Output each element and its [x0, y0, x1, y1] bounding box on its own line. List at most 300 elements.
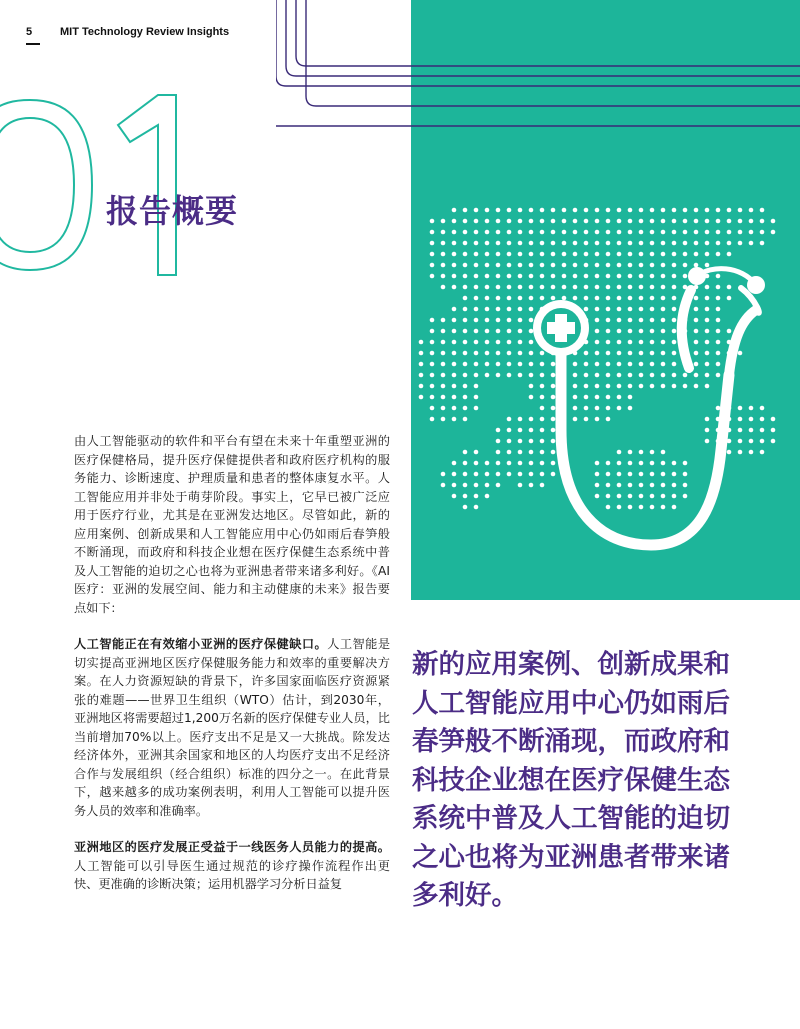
map-dot [463, 307, 468, 312]
map-dot [617, 406, 622, 411]
map-dot [639, 373, 644, 378]
map-dot [441, 285, 446, 290]
medical-cross-icon [533, 300, 589, 356]
map-dot [551, 230, 556, 235]
map-dot [749, 230, 754, 235]
map-dot [617, 241, 622, 246]
map-dot [551, 285, 556, 290]
section-title: 报告概要 [106, 192, 239, 230]
map-dot [738, 230, 743, 235]
map-dot [639, 494, 644, 499]
map-dot [485, 494, 490, 499]
map-dot [683, 274, 688, 279]
map-dot [595, 307, 600, 312]
map-dot [573, 274, 578, 279]
map-dot [672, 373, 677, 378]
map-dot [606, 329, 611, 334]
map-dot [683, 483, 688, 488]
map-dot [430, 406, 435, 411]
map-dot [430, 230, 435, 235]
map-dot [463, 285, 468, 290]
map-dot [705, 252, 710, 257]
map-dot [430, 384, 435, 389]
map-dot [507, 208, 512, 213]
map-dot [452, 406, 457, 411]
map-dot [595, 241, 600, 246]
map-dot [749, 450, 754, 455]
map-dot [441, 329, 446, 334]
map-dot [661, 472, 666, 477]
map-dot [617, 340, 622, 345]
map-dot [485, 373, 490, 378]
map-dot [584, 351, 589, 356]
map-dot [463, 417, 468, 422]
map-dot [463, 351, 468, 356]
map-dot [606, 362, 611, 367]
map-dot [606, 494, 611, 499]
map-dot [650, 219, 655, 224]
map-dot [518, 241, 523, 246]
map-dot [661, 318, 666, 323]
map-dot [595, 395, 600, 400]
map-dot [474, 373, 479, 378]
map-dot [463, 384, 468, 389]
map-dot [606, 384, 611, 389]
map-dot [540, 241, 545, 246]
map-dot [518, 439, 523, 444]
map-dot [628, 208, 633, 213]
map-dot [606, 219, 611, 224]
map-dot [452, 274, 457, 279]
map-dot [639, 318, 644, 323]
map-dot [584, 362, 589, 367]
map-dot [507, 461, 512, 466]
map-dot [540, 230, 545, 235]
map-dot [661, 307, 666, 312]
map-dot [705, 362, 710, 367]
map-dot [507, 439, 512, 444]
map-dot [650, 384, 655, 389]
map-dot [573, 384, 578, 389]
map-dot [452, 351, 457, 356]
map-dot [518, 472, 523, 477]
map-dot [760, 219, 765, 224]
map-dot [716, 329, 721, 334]
map-dot [705, 318, 710, 323]
map-dot [518, 285, 523, 290]
map-dot [628, 263, 633, 268]
map-dot [507, 274, 512, 279]
map-dot [639, 340, 644, 345]
map-dot [760, 406, 765, 411]
map-dot [518, 329, 523, 334]
map-dot [452, 285, 457, 290]
map-dot [606, 417, 611, 422]
map-dot [694, 329, 699, 334]
map-dot [650, 208, 655, 213]
map-dot [496, 329, 501, 334]
map-dot [507, 219, 512, 224]
map-dot [639, 241, 644, 246]
map-dot [617, 351, 622, 356]
map-dot [452, 461, 457, 466]
map-dot [474, 263, 479, 268]
map-dot [485, 241, 490, 246]
map-dot [606, 274, 611, 279]
map-dot [628, 340, 633, 345]
map-dot [661, 252, 666, 257]
map-dot [518, 461, 523, 466]
map-dot [672, 505, 677, 510]
map-dot [452, 395, 457, 400]
map-dot [463, 252, 468, 257]
pull-quote: 新的应用案例、创新成果和人工智能应用中心仍如雨后春笋般不断涌现，而政府和科技企业想在医疗保健生态系统中普及人工智能的迫切之心也将为亚洲患者带来诸多利好。 [412, 649, 730, 911]
map-dot [650, 373, 655, 378]
map-dot [606, 406, 611, 411]
map-dot [485, 362, 490, 367]
map-dot [507, 362, 512, 367]
map-dot [540, 472, 545, 477]
map-dot [529, 461, 534, 466]
map-dot [507, 373, 512, 378]
map-dot [540, 362, 545, 367]
map-dot [694, 296, 699, 301]
map-dot [749, 406, 754, 411]
map-dot [540, 406, 545, 411]
map-dot [683, 219, 688, 224]
map-dot [738, 208, 743, 213]
map-dot [683, 252, 688, 257]
map-dot [518, 263, 523, 268]
map-dot [551, 219, 556, 224]
map-dot [463, 395, 468, 400]
map-dot [650, 252, 655, 257]
map-dot [595, 373, 600, 378]
map-dot [595, 406, 600, 411]
map-dot [584, 373, 589, 378]
map-dot [529, 230, 534, 235]
key-point-2-text: 人工智能可以引导医生通过规范的诊疗操作流程作出更快、更准确的诊断决策；运用机器学习分析日益复 [74, 858, 390, 891]
map-dot [650, 351, 655, 356]
map-dot [617, 461, 622, 466]
map-dot [529, 373, 534, 378]
map-dot [584, 417, 589, 422]
map-dot [727, 450, 732, 455]
map-dot [463, 274, 468, 279]
map-dot [672, 208, 677, 213]
map-dot [716, 318, 721, 323]
map-dot [705, 373, 710, 378]
map-dot [463, 219, 468, 224]
map-dot [628, 384, 633, 389]
map-dot [727, 296, 732, 301]
map-dot [749, 428, 754, 433]
map-dot [694, 219, 699, 224]
map-dot [716, 406, 721, 411]
map-dot [639, 362, 644, 367]
map-dot [540, 208, 545, 213]
map-dot [738, 439, 743, 444]
map-dot [452, 208, 457, 213]
map-dot [617, 318, 622, 323]
map-dot [463, 340, 468, 345]
map-dot [474, 351, 479, 356]
map-dot [628, 505, 633, 510]
map-dot [606, 263, 611, 268]
map-dot [551, 472, 556, 477]
map-dot [595, 351, 600, 356]
map-dot [518, 340, 523, 345]
map-dot [529, 274, 534, 279]
map-dot [584, 219, 589, 224]
map-dot [584, 241, 589, 246]
map-dot [760, 417, 765, 422]
map-dot [650, 505, 655, 510]
map-dot [661, 494, 666, 499]
map-dot [529, 384, 534, 389]
map-dot [694, 230, 699, 235]
map-dot [716, 219, 721, 224]
key-point-2 [74, 838, 390, 894]
map-dot [595, 263, 600, 268]
page-number: 5 [26, 26, 33, 38]
map-dot [463, 494, 468, 499]
map-dot [507, 351, 512, 356]
map-dot [672, 461, 677, 466]
map-dot [485, 230, 490, 235]
map-dot [584, 274, 589, 279]
map-dot [672, 340, 677, 345]
map-dot [551, 241, 556, 246]
map-dot [617, 285, 622, 290]
map-dot [496, 351, 501, 356]
map-dot [540, 428, 545, 433]
map-dot [606, 483, 611, 488]
map-dot [419, 351, 424, 356]
map-dot [540, 461, 545, 466]
map-dot [540, 395, 545, 400]
map-dot [628, 318, 633, 323]
map-dot [573, 208, 578, 213]
map-dot [716, 362, 721, 367]
map-dot [540, 285, 545, 290]
map-dot [617, 483, 622, 488]
map-dot [749, 241, 754, 246]
map-dot [716, 285, 721, 290]
map-dot [518, 230, 523, 235]
map-dot [606, 241, 611, 246]
map-dot [738, 450, 743, 455]
map-dot [485, 208, 490, 213]
map-dot [485, 274, 490, 279]
map-dot [496, 450, 501, 455]
map-dot [716, 373, 721, 378]
map-dot [595, 472, 600, 477]
section-number-outline [0, 70, 220, 300]
map-dot [496, 472, 501, 477]
map-dot [441, 362, 446, 367]
map-dot [529, 296, 534, 301]
map-dot [496, 241, 501, 246]
map-dot [485, 285, 490, 290]
map-dot [628, 483, 633, 488]
map-dot [639, 450, 644, 455]
map-dot [562, 230, 567, 235]
map-dot [639, 351, 644, 356]
map-dot [650, 296, 655, 301]
map-dot [441, 395, 446, 400]
map-dot [705, 241, 710, 246]
map-dot [661, 505, 666, 510]
map-dot [474, 406, 479, 411]
map-dot [760, 230, 765, 235]
map-dot [606, 307, 611, 312]
map-dot [606, 472, 611, 477]
map-dot [705, 428, 710, 433]
map-dot [628, 362, 633, 367]
map-dot [661, 208, 666, 213]
map-dot [650, 230, 655, 235]
map-dot [474, 208, 479, 213]
map-dot [518, 296, 523, 301]
map-dot [441, 340, 446, 345]
map-dot [716, 230, 721, 235]
map-dot [551, 252, 556, 257]
map-dot [441, 384, 446, 389]
map-dot [551, 395, 556, 400]
map-dot [672, 219, 677, 224]
map-dot [430, 274, 435, 279]
map-dot [463, 505, 468, 510]
map-dot [474, 340, 479, 345]
map-dot [474, 219, 479, 224]
map-dot [573, 252, 578, 257]
map-dot [639, 274, 644, 279]
map-dot [463, 483, 468, 488]
map-dot [551, 362, 556, 367]
map-dot [518, 428, 523, 433]
map-dot [496, 208, 501, 213]
map-dot [573, 285, 578, 290]
map-dot [452, 219, 457, 224]
key-point-1 [74, 635, 390, 820]
map-dot [595, 483, 600, 488]
map-dot [507, 241, 512, 246]
map-dot [474, 494, 479, 499]
map-dot [430, 318, 435, 323]
map-dot [562, 296, 567, 301]
map-dot [639, 461, 644, 466]
map-dot [562, 241, 567, 246]
map-dot [562, 285, 567, 290]
map-dot [529, 329, 534, 334]
map-dot [529, 340, 534, 345]
map-dot [452, 384, 457, 389]
map-dot [507, 428, 512, 433]
map-dot [650, 362, 655, 367]
map-dot [452, 373, 457, 378]
map-dot [474, 252, 479, 257]
map-dot [485, 461, 490, 466]
map-dot [496, 373, 501, 378]
map-dot [529, 351, 534, 356]
map-dot [639, 230, 644, 235]
map-dot [452, 340, 457, 345]
map-dot [452, 263, 457, 268]
map-dot [639, 296, 644, 301]
map-dot [584, 395, 589, 400]
map-dot [727, 285, 732, 290]
map-dot [573, 373, 578, 378]
map-dot [628, 285, 633, 290]
map-dot [628, 472, 633, 477]
map-dot [496, 285, 501, 290]
map-dot [661, 285, 666, 290]
map-dot [419, 373, 424, 378]
map-dot [606, 296, 611, 301]
map-dot [529, 219, 534, 224]
map-dot [463, 461, 468, 466]
map-dot [628, 373, 633, 378]
map-dot [694, 384, 699, 389]
map-dot [463, 230, 468, 235]
intro-paragraph: 由人工智能驱动的软件和平台有望在未来十年重塑亚洲的医疗保健格局，提升医疗保健提供者和政府医疗机构的服务能力、诊断速度、护理质量和患者的整体康复水平。人工智能应用并非处于萌芽阶段。事实上，它早已被广泛应用于医疗行业，尤其是在亚洲发达地区。尽管如此，新的应用案例、创新成果和人工智能应用中心仍如雨后春笋般不断涌现，而政府和科技企业想在医疗保健生态系统中普及人工智能的迫切之心也将为亚洲患者带来诸多利好。《AI医疗：亚洲的发展空间、能力和主动健康的未来》报告要点如下： [74, 434, 390, 615]
map-dot [540, 252, 545, 257]
map-dot [705, 230, 710, 235]
map-dot [529, 362, 534, 367]
map-dot [683, 384, 688, 389]
map-dot [639, 263, 644, 268]
map-dot [661, 340, 666, 345]
map-dot [760, 241, 765, 246]
map-dot [562, 274, 567, 279]
map-dot [672, 329, 677, 334]
map-dot [628, 241, 633, 246]
map-dot [661, 461, 666, 466]
map-dot [617, 307, 622, 312]
map-dot [661, 450, 666, 455]
map-dot [738, 406, 743, 411]
map-dot [705, 307, 710, 312]
map-dot [771, 439, 776, 444]
map-dot [507, 252, 512, 257]
map-dot [760, 208, 765, 213]
map-dot [617, 505, 622, 510]
map-dot [650, 494, 655, 499]
map-dot [672, 384, 677, 389]
map-dot [485, 296, 490, 301]
map-dot [573, 241, 578, 246]
map-dot [474, 483, 479, 488]
map-dot [463, 296, 468, 301]
map-dot [584, 406, 589, 411]
map-dot [441, 406, 446, 411]
map-dot [617, 219, 622, 224]
map-dot [430, 417, 435, 422]
map-dot [650, 472, 655, 477]
map-dot [529, 252, 534, 257]
map-dot [628, 274, 633, 279]
map-dot [639, 219, 644, 224]
map-dot [650, 329, 655, 334]
map-dot [639, 307, 644, 312]
map-dot [595, 417, 600, 422]
map-dot [551, 450, 556, 455]
map-dot [738, 219, 743, 224]
map-dot [452, 252, 457, 257]
map-dot [606, 208, 611, 213]
map-dot [672, 362, 677, 367]
